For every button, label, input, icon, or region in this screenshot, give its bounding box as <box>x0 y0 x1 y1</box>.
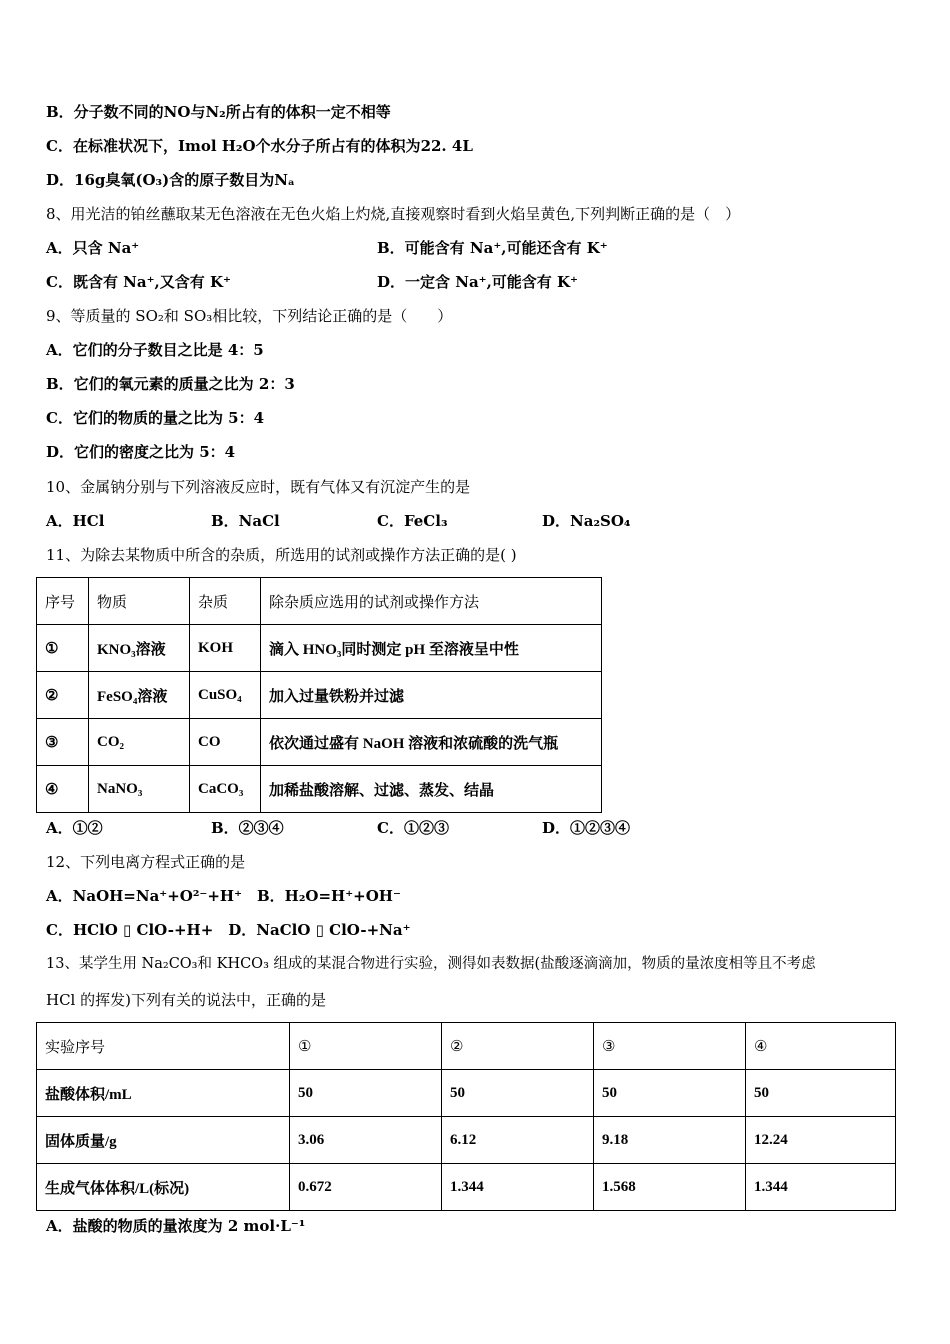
table-cell: CaCO₃ <box>190 766 261 813</box>
table-cell: 50 <box>442 1070 594 1117</box>
table-cell: ② <box>442 1023 594 1070</box>
table-header-cell: 物质 <box>89 578 190 625</box>
table-cell: CO <box>190 719 261 766</box>
q8-stem: 8、用光洁的铂丝蘸取某无色溶液在无色火焰上灼烧,直接观察时看到火焰呈黄色,下列判断正确的是（ ） <box>46 205 741 223</box>
table-cell: ③ <box>37 719 89 766</box>
table-cell: 实验序号 <box>37 1023 290 1070</box>
table-cell: 滴入 HNO₃同时测定 pH 至溶液呈中性 <box>261 625 602 672</box>
q10-option-a: A．HCl <box>46 512 105 530</box>
q9-option-b: B．它们的氧元素的质量之比为 2：3 <box>46 375 295 393</box>
q8-option-c: C．既含有 Na⁺,又含有 K⁺ <box>46 273 231 291</box>
table-cell: 依次通过盛有 NaOH 溶液和浓硫酸的洗气瓶 <box>261 719 602 766</box>
table-cell: CuSO₄ <box>190 672 261 719</box>
table-row <box>37 1070 896 1117</box>
q11-option-c: C．①②③ <box>377 819 449 837</box>
table-header-cell: 杂质 <box>190 578 261 625</box>
table-cell: 0.672 <box>290 1164 442 1211</box>
q9-stem: 9、等质量的 SO₂和 SO₃相比较，下列结论正确的是（ ） <box>46 307 453 325</box>
table-row <box>37 625 602 672</box>
table-cell: 50 <box>746 1070 896 1117</box>
table-cell: ① <box>37 625 89 672</box>
q9-option-a: A．它们的分子数目之比是 4：5 <box>46 341 264 359</box>
table-cell: 加稀盐酸溶解、过滤、蒸发、结晶 <box>261 766 602 813</box>
table-cell: 1.344 <box>746 1164 896 1211</box>
q9-option-c: C．它们的物质的量之比为 5：4 <box>46 409 265 427</box>
table-cell: 50 <box>290 1070 442 1117</box>
table-cell: ④ <box>746 1023 896 1070</box>
table-cell: 1.568 <box>594 1164 746 1211</box>
table-header-cell: 除杂质应选用的试剂或操作方法 <box>261 578 602 625</box>
q12-options-ab: A．NaOH=Na⁺+O²⁻+H⁺ B．H₂O=H⁺+OH⁻ <box>46 887 401 905</box>
table-cell: NaNO₃ <box>89 766 190 813</box>
table-cell: 3.06 <box>290 1117 442 1164</box>
q9-option-d: D．它们的密度之比为 5：4 <box>46 443 236 461</box>
q7-option-d: D．16g臭氧(O₃)含的原子数目为Nₐ <box>46 171 295 189</box>
table-header-row <box>37 578 602 625</box>
table-cell: 9.18 <box>594 1117 746 1164</box>
table-cell: 6.12 <box>442 1117 594 1164</box>
q11-stem: 11、为除去某物质中所含的杂质，所选用的试剂或操作方法正确的是( ) <box>46 546 517 564</box>
table-cell: 固体质量/g <box>37 1117 290 1164</box>
table-cell: 50 <box>594 1070 746 1117</box>
table-cell: CO₂ <box>89 719 190 766</box>
table-cell: KNO₃溶液 <box>89 625 190 672</box>
q11-option-d: D．①②③④ <box>542 819 631 837</box>
q12-stem: 12、下列电离方程式正确的是 <box>46 853 246 871</box>
q11-option-b: B．②③④ <box>211 819 284 837</box>
q13-stem-line1: 13、某学生用 Na₂CO₃和 KHCO₃ 组成的某混合物进行实验，测得如表数据(盐酸逐滴滴加，物质的量浓度相等且不考虑 <box>46 956 816 972</box>
table-cell: ② <box>37 672 89 719</box>
table-row <box>37 766 602 813</box>
table-row <box>37 1164 896 1211</box>
q12-options-cd: C．HClO ▯ ClO-+H+ D．NaClO ▯ ClO-+Na⁺ <box>46 921 411 939</box>
table-row <box>37 1117 896 1164</box>
q8-option-b: B．可能含有 Na⁺,可能还含有 K⁺ <box>377 239 608 257</box>
q13-table <box>36 1022 896 1211</box>
table-cell: 生成气体体积/L(标况) <box>37 1164 290 1211</box>
table-cell: 12.24 <box>746 1117 896 1164</box>
table-cell: 盐酸体积/mL <box>37 1070 290 1117</box>
q13-option-a: A．盐酸的物质的量浓度为 2 mol·L⁻¹ <box>46 1217 306 1235</box>
table-header-cell: 序号 <box>37 578 89 625</box>
q8-option-a: A．只含 Na⁺ <box>46 239 140 257</box>
table-cell: 加入过量铁粉并过滤 <box>261 672 602 719</box>
table-row <box>37 672 602 719</box>
q10-option-b: B．NaCl <box>211 512 280 530</box>
table-cell: FeSO₄溶液 <box>89 672 190 719</box>
table-row <box>37 719 602 766</box>
q8-option-d: D．一定含 Na⁺,可能含有 K⁺ <box>377 273 578 291</box>
q10-stem: 10、金属钠分别与下列溶液反应时，既有气体又有沉淀产生的是 <box>46 478 471 496</box>
table-cell: 1.344 <box>442 1164 594 1211</box>
table-cell: KOH <box>190 625 261 672</box>
q11-option-a: A．①② <box>46 819 103 837</box>
table-row <box>37 1023 896 1070</box>
q10-option-c: C．FeCl₃ <box>377 512 448 530</box>
table-cell: ③ <box>594 1023 746 1070</box>
q11-table <box>36 577 602 813</box>
q13-stem-line2: HCl 的挥发)下列有关的说法中，正确的是 <box>46 991 326 1009</box>
q10-option-d: D．Na₂SO₄ <box>542 512 631 530</box>
table-cell: ④ <box>37 766 89 813</box>
q7-option-b: B．分子数不同的NO与N₂所占有的体积一定不相等 <box>46 103 391 121</box>
table-cell: ① <box>290 1023 442 1070</box>
q7-option-c: C．在标准状况下，Imol H₂O个水分子所占有的体积为22. 4L <box>46 137 473 155</box>
